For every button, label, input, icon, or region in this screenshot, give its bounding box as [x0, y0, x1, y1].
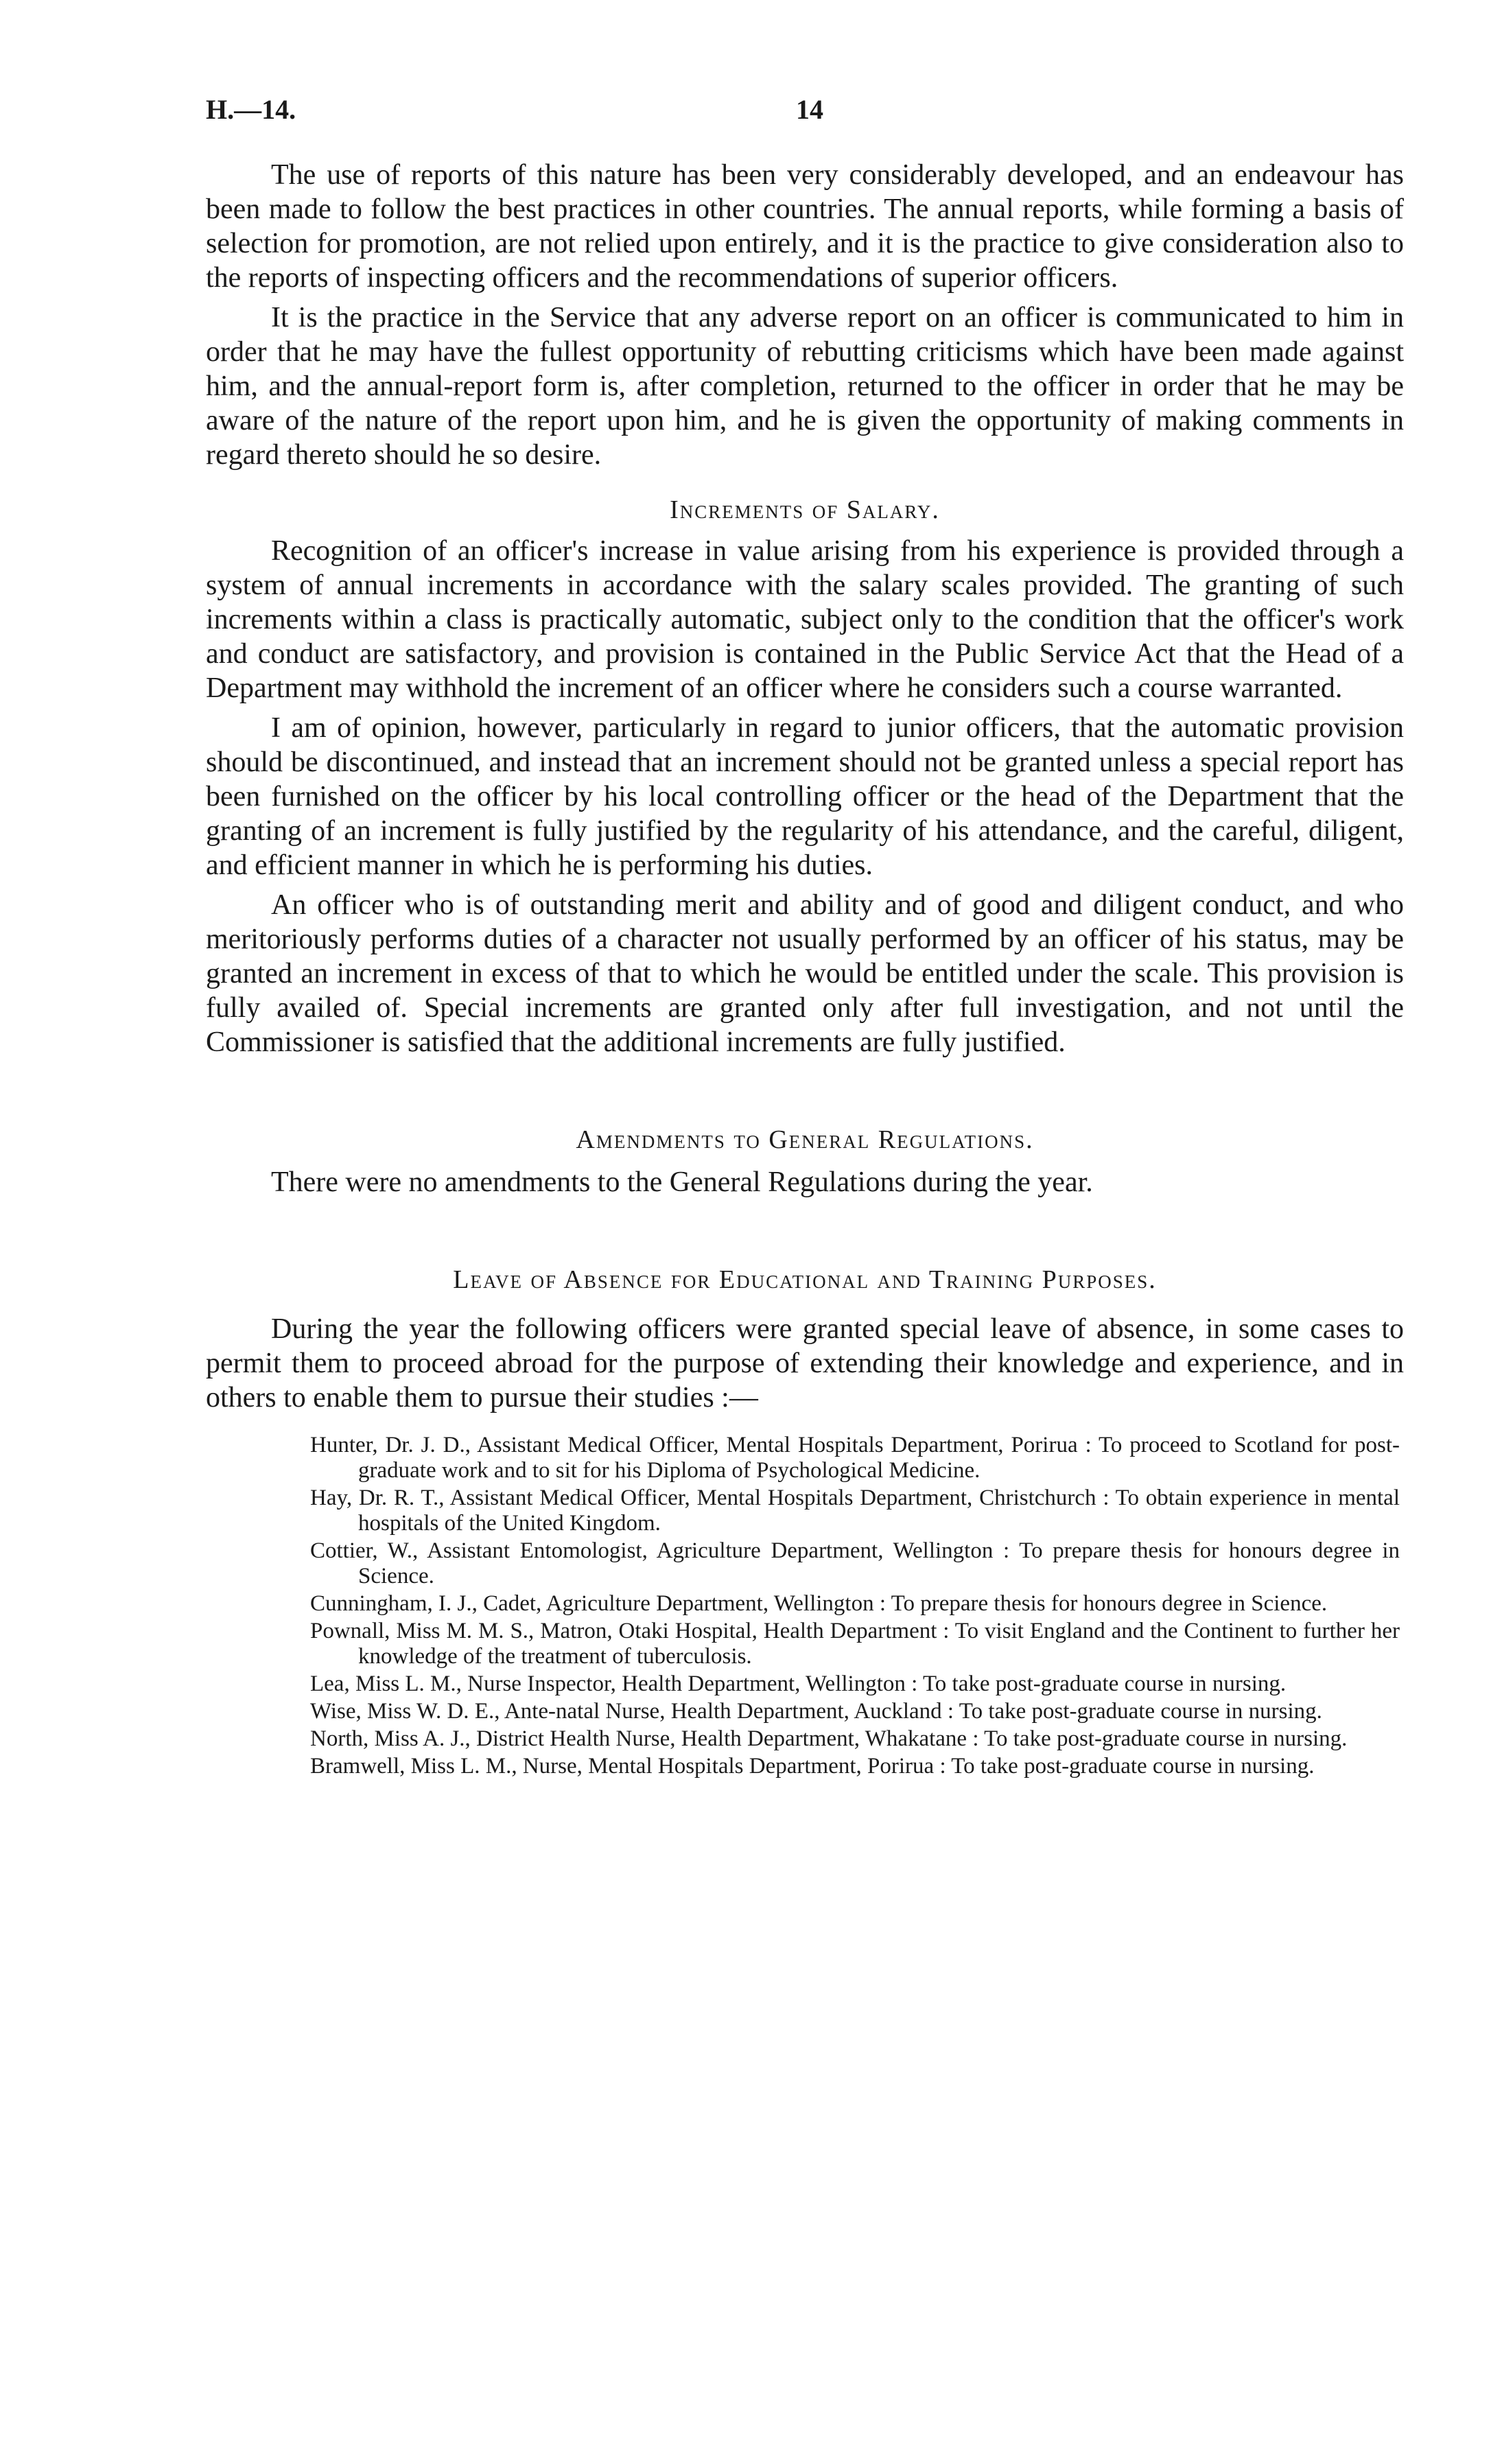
page-number: 14	[796, 94, 823, 125]
leave-intro-paragraph: During the year the following officers were granted special leave of absence, in some cases to permit them to proceed abroad for the purpose of extending their knowledge and experience, and in others to enable them to pursue their studies :—	[206, 1313, 1404, 1413]
list-item: North, Miss A. J., District Health Nurse, Health Department, Whakatane : To take post-graduate course in nursing.	[310, 1726, 1348, 1751]
list-item: Bramwell, Miss L. M., Nurse, Mental Hospitals Department, Porirua : To take post-graduate course in nursing.	[310, 1754, 1315, 1779]
amendments-heading: Amendments to General Regulations.	[576, 1125, 1034, 1154]
list-item: Hunter, Dr. J. D., Assistant Medical Officer, Mental Hospitals Department, Porirua : To proceed to Scotland for post-graduate work and to sit for his Diploma of Psychological Medicine.	[310, 1433, 1400, 1483]
intro-paragraph-2: It is the practice in the Service that any adverse report on an officer is communicated to him in order that he may have the fullest opportunity of rebutting criticisms which have been made against him, and the annual-report form is, after completion, returned to the officer in order that he may be aware of the nature of the report upon him, and he is given the opportunity of making comments in regard thereto should he so desire.	[206, 302, 1404, 471]
list-item: Wise, Miss W. D. E., Ante-natal Nurse, Health Department, Auckland : To take post-graduate course in nursing.	[310, 1699, 1322, 1724]
leave-list	[206, 1433, 1404, 1779]
page-header	[206, 93, 1404, 134]
document-reference: H.—14.	[206, 94, 296, 125]
increments-heading: Increments of Salary.	[670, 495, 940, 524]
list-item: Cunningham, I. J., Cadet, Agriculture Department, Wellington : To prepare thesis for honours degree in Science.	[310, 1591, 1328, 1616]
increments-paragraph-1: Recognition of an officer's increase in value arising from his experience is provided through a system of annual increments in accordance with the salary scales provided. The granting of such increments within a class is practically automatic, subject only to the condition that the officer's work and conduct are satisfactory, and provision is contained in the Public Service Act that the Head of a Department may withhold the increment of an officer where he considers such a course warranted.	[206, 535, 1404, 704]
increments-paragraph-3: An officer who is of outstanding merit and ability and of good and diligent conduct, and who meritoriously performs duties of a character not usually performed by an officer of his status, may be granted an increment in excess of that to which he would be entitled under the scale. This provision is fully availed of. Special increments are granted only after full investigation, and not until the Commissioner is satisfied that the additional increments are fully justified.	[206, 889, 1404, 1058]
increments-paragraph-2: I am of opinion, however, particularly in regard to junior officers, that the automatic provision should be discontinued, and instead that an increment should not be granted unless a special report has been furnished on the officer by his local controlling officer or the head of the Department that the granting of an increment is fully justified by the regularity of his attendance, and the careful, diligent, and efficient manner in which he is performing his duties.	[206, 712, 1404, 881]
amendments-paragraph: There were no amendments to the General Regulations during the year.	[271, 1166, 1093, 1198]
list-item: Cottier, W., Assistant Entomologist, Agriculture Department, Wellington : To prepare thesis for honours degree in Science.	[310, 1538, 1400, 1588]
list-item: Lea, Miss L. M., Nurse Inspector, Health Department, Wellington : To take post-graduate course in nursing.	[310, 1671, 1287, 1696]
intro-paragraph-1: The use of reports of this nature has been very considerably developed, and an endeavour has been made to follow the best practices in other countries. The annual reports, while forming a basis of selection for promotion, are not relied upon entirely, and it is the practice to give consideration also to the reports of inspecting officers and the recommendations of superior officers.	[206, 159, 1404, 294]
leave-heading: Leave of Absence for Educational and Training Purposes.	[453, 1265, 1157, 1294]
list-item: Pownall, Miss M. M. S., Matron, Otaki Hospital, Health Department : To visit England and the Continent to further her knowledge of the treatment of tuberculosis.	[310, 1619, 1400, 1669]
page-body	[206, 158, 1404, 1779]
list-item: Hay, Dr. R. T., Assistant Medical Officer, Mental Hospitals Department, Christchurch : To obtain experience in mental hospitals of the United Kingdom.	[310, 1486, 1400, 1536]
